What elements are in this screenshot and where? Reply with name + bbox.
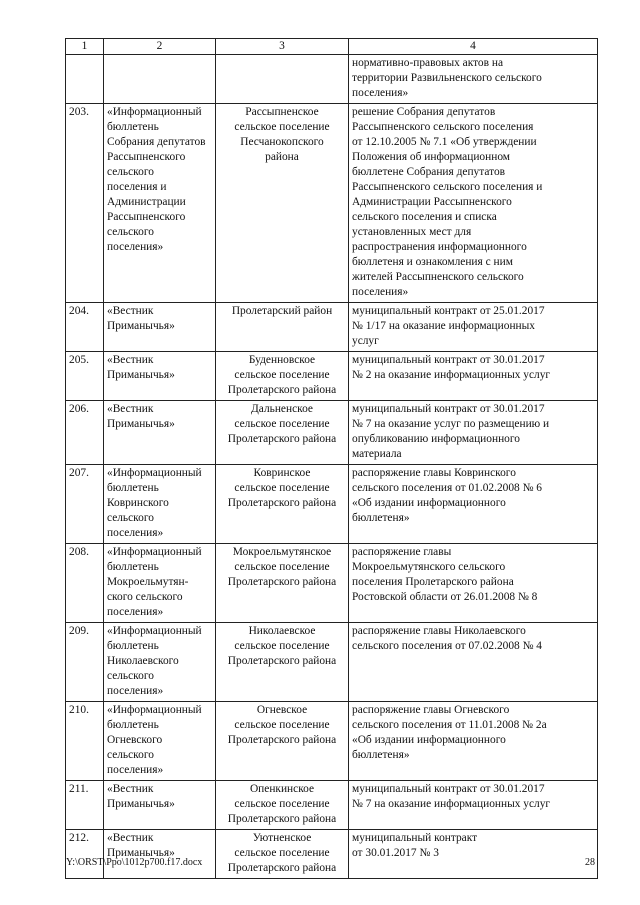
table-row — [66, 401, 598, 465]
column-header-2: 2 — [104, 39, 216, 55]
table-row — [66, 623, 598, 702]
continuation-cell-1 — [66, 55, 104, 104]
continuation-basis: нормативно-правовых актов на территории Развильненского сельского поселения» — [349, 55, 598, 104]
row-number: 209. — [66, 623, 104, 702]
continuation-cell-2 — [104, 55, 216, 104]
publication-name: «Информационный бюллетень Мокроельмутян- ского сельского поселения» — [104, 544, 216, 623]
legal-basis: муниципальный контракт от 30.01.2017 № 7 на оказание услуг по размещению и опубликованию информационного материала — [349, 401, 598, 465]
column-header-3: 3 — [216, 39, 349, 55]
legal-basis: муниципальный контракт от 30.01.2017 № 2 на оказание информационных услуг — [349, 352, 598, 401]
legal-basis: муниципальный контракт от 25.01.2017 № 1/17 на оказание информационных услуг — [349, 303, 598, 352]
legal-basis: муниципальный контракт от 30.01.2017 № 7 на оказание информационных услуг — [349, 781, 598, 830]
publication-name: «Информационный бюллетень Огневского сельского поселения» — [104, 702, 216, 781]
column-header-4: 4 — [349, 39, 598, 55]
footer-file-path: Y:\ORST\Ppo\1012p700.f17.docx — [66, 857, 203, 868]
column-header-1: 1 — [66, 39, 104, 55]
row-number: 203. — [66, 104, 104, 303]
row-number: 212. — [66, 830, 104, 879]
publication-name: «Информационный бюллетень Ковринского сельского поселения» — [104, 465, 216, 544]
row-number: 206. — [66, 401, 104, 465]
publication-name: «Вестник Приманычья» — [104, 401, 216, 465]
legal-basis: муниципальный контракт от 30.01.2017 № 3 — [349, 830, 598, 879]
registry-table — [65, 38, 598, 879]
territory: Рассыпненское сельское поселение Песчанокопского района — [216, 104, 349, 303]
legal-basis: распоряжение главы Николаевского сельского поселения от 07.02.2008 № 4 — [349, 623, 598, 702]
row-number: 211. — [66, 781, 104, 830]
legal-basis: распоряжение главы Ковринского сельского поселения от 01.02.2008 № 6 «Об издании информационного бюллетеня» — [349, 465, 598, 544]
table-row — [66, 104, 598, 303]
table-row — [66, 702, 598, 781]
table-row — [66, 352, 598, 401]
row-number: 205. — [66, 352, 104, 401]
legal-basis: распоряжение главы Огневского сельского поселения от 11.01.2008 № 2а «Об издании информационного бюллетеня» — [349, 702, 598, 781]
row-number: 207. — [66, 465, 104, 544]
continuation-row — [66, 55, 598, 104]
publication-name: «Вестник Приманычья» — [104, 830, 216, 879]
territory: Опенкинское сельское поселение Пролетарского района — [216, 781, 349, 830]
row-number: 208. — [66, 544, 104, 623]
publication-name: «Вестник Приманычья» — [104, 352, 216, 401]
territory: Пролетарский район — [216, 303, 349, 352]
table-row — [66, 303, 598, 352]
legal-basis: решение Собрания депутатов Рассыпненского сельского поселения от 12.10.2005 № 7.1 «Об утверждении Положения об информационном бюллетене Собрания депутатов Рассыпненского сельского поселения и Администрации Рассыпненского сельского поселения и списка установленных мест для распространения информационного бюллетеня и ознакомления с ним жителей Рассыпненского сельского поселения» — [349, 104, 598, 303]
header-row — [66, 39, 598, 55]
page-number: 28 — [585, 857, 595, 868]
publication-name: «Вестник Приманычья» — [104, 303, 216, 352]
publication-name: «Информационный бюллетень Собрания депутатов Рассыпненского сельского поселения и Администрации Рассыпненского сельского поселения» — [104, 104, 216, 303]
territory: Мокроельмутянское сельское поселение Пролетарского района — [216, 544, 349, 623]
table-row — [66, 544, 598, 623]
territory: Ковринское сельское поселение Пролетарского района — [216, 465, 349, 544]
table-row — [66, 465, 598, 544]
publication-name: «Вестник Приманычья» — [104, 781, 216, 830]
legal-basis: распоряжение главы Мокроельмутянского сельского поселения Пролетарского района Ростовской области от 26.01.2008 № 8 — [349, 544, 598, 623]
territory: Николаевское сельское поселение Пролетарского района — [216, 623, 349, 702]
publication-name: «Информационный бюллетень Николаевского сельского поселения» — [104, 623, 216, 702]
table-row — [66, 830, 598, 879]
continuation-cell-3 — [216, 55, 349, 104]
territory: Уютненское сельское поселение Пролетарского района — [216, 830, 349, 879]
row-number: 204. — [66, 303, 104, 352]
territory: Дальненское сельское поселение Пролетарского района — [216, 401, 349, 465]
table-row — [66, 781, 598, 830]
territory: Огневское сельское поселение Пролетарского района — [216, 702, 349, 781]
row-number: 210. — [66, 702, 104, 781]
territory: Буденновское сельское поселение Пролетарского района — [216, 352, 349, 401]
